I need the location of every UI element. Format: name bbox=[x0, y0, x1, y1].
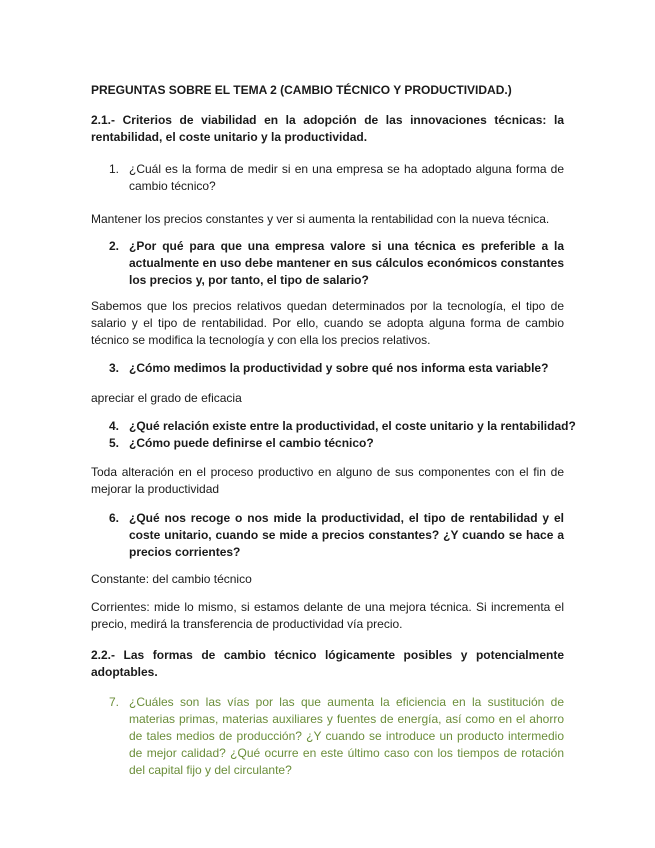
answer-2: Sabemos que los precios relativos quedan determinados por la tecnología, el tipo de salario y el tipo de rentabilidad. Por ello, cuando se adopta alguna forma de cambio técnico se modifica la tecnología y con ella los precios relativos. bbox=[91, 299, 564, 347]
answer-6-constant: Constante: del cambio técnico bbox=[91, 572, 252, 586]
answer-5: Toda alteración en el proceso productivo en alguno de sus componentes con el fin de mejorar la productividad bbox=[91, 465, 564, 496]
question-3 bbox=[109, 360, 564, 377]
answer-1: Mantener los precios constantes y ver si aumenta la rentabilidad con la nueva técnica. bbox=[91, 212, 550, 226]
question-text: ¿Qué relación existe entre la productividad, el coste unitario y la rentabilidad? bbox=[129, 419, 576, 433]
question-text: ¿Cómo puede definirse el cambio técnico? bbox=[129, 436, 374, 450]
question-number: 7. bbox=[109, 695, 120, 709]
question-1 bbox=[109, 161, 564, 195]
question-number: 5. bbox=[109, 436, 120, 450]
question-text: ¿Por qué para que una empresa valore si una técnica es preferible a la actualmente en uso debe mantener en sus cálculos económicos constantes los precios y, por tanto, el tipo de salario? bbox=[129, 239, 564, 287]
question-text: ¿Qué nos recoge o nos mide la productividad, el tipo de rentabilidad y el coste unitario, cuando se mide a precios constantes? ¿Y cuando se hace a precios corrientes? bbox=[129, 511, 564, 559]
question-number: 1. bbox=[109, 162, 120, 176]
question-4 bbox=[109, 418, 576, 435]
question-number: 3. bbox=[109, 361, 120, 375]
question-number: 2. bbox=[109, 239, 120, 253]
answer-6-current: Corrientes: mide lo mismo, si estamos delante de una mejora técnica. Si incrementa el precio, medirá la transferencia de productividad vía precio. bbox=[91, 600, 564, 631]
question-text: ¿Cómo medimos la productividad y sobre qué nos informa esta variable? bbox=[129, 361, 549, 375]
answer-3: apreciar el grado de eficacia bbox=[91, 391, 242, 405]
question-5 bbox=[109, 435, 564, 452]
question-text: ¿Cuál es la forma de medir si en una empresa se ha adoptado alguna forma de cambio técnico? bbox=[129, 162, 564, 193]
question-6 bbox=[109, 510, 564, 561]
question-number: 4. bbox=[109, 419, 120, 433]
section-heading-2-2: 2.2.- Las formas de cambio técnico lógicamente posibles y potencialmente adoptables. bbox=[91, 648, 564, 679]
page-title: PREGUNTAS SOBRE EL TEMA 2 (CAMBIO TÉCNICO Y PRODUCTIVIDAD.) bbox=[91, 83, 512, 97]
question-number: 6. bbox=[109, 511, 120, 525]
question-7 bbox=[109, 694, 564, 779]
section-heading-2-1: 2.1.- Criterios de viabilidad en la adopción de las innovaciones técnicas: la rentabilidad, el coste unitario y la productividad. bbox=[91, 113, 564, 144]
question-2 bbox=[109, 238, 564, 289]
question-text: ¿Cuáles son las vías por las que aumenta la eficiencia en la sustitución de materias primas, materias auxiliares y fuentes de energía, así como en el ahorro de tales medios de producción? ¿Y cuando se introduce un producto intermedio de mejor calidad? ¿Qué ocurre en este último caso con los tiempos de rotación del capital fijo y del circulante? bbox=[129, 695, 564, 777]
